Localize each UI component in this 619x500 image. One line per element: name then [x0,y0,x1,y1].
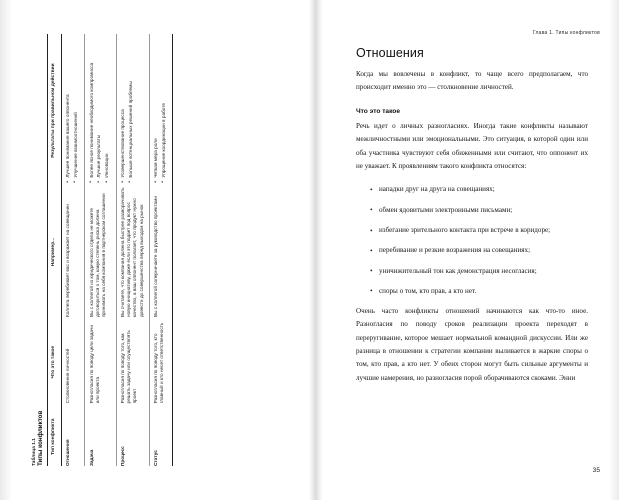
result-item: • Упрощение координации в работе [160,38,166,183]
results-list [119,38,133,183]
definition-paragraph: Речь идет о личных разногласиях. Иногда такие конфликты называют межличностными или эмоциональными. Это ситуация, в которой один или оба участника чувствуют себя обиженными или считают, что оппонент их не уважает. К проявлениям такого конфликта относятся: [356,122,588,171]
results-list [152,38,166,183]
left-page [0,0,309,500]
page-number: 35 [592,467,600,474]
page-gutter [309,0,323,500]
cell-results [149,34,173,183]
list-item: • избегание зрительного контакта при встрече в коридоре; [370,224,588,237]
list-item: • обмен ядовитыми электронными письмами; [370,204,588,217]
cell-what: Разногласия по поводу цели задачи или проекта [84,317,115,403]
result-item: • Усовершенствование процесса [119,38,125,183]
page-title: Отношения [356,46,424,60]
result-item: • Более ясное понимание необходимого компромисса [88,38,94,183]
cell-example: Коллега перебивает вас и возражает на совещании [61,183,85,317]
list-item: • споры о том, кто прав, а кто нет. [370,285,588,298]
cell-results [61,34,85,183]
intro-paragraph: Когда мы вовлечены в конфликт, то чаще всего предполагаем, что происходит именно это — столкновение личностей. [356,70,588,92]
table-caption-title: Типы конфликтов [36,410,44,466]
result-item: • Больше потенциальных решений проблемы [127,38,133,183]
cell-type: Задача [84,403,115,466]
cell-what: Разногласия по поводу того, кто главный и кто несет ответственность [149,317,173,403]
rotated-table-block [31,34,279,466]
column-header-example: Например... [47,183,61,317]
result-item: • Четкая мера роли [152,38,158,183]
result-item: • Лучшее понимание вашего оппонента [65,38,71,183]
cell-example: Вы с коллегой из юридического отдела не можете договориться о том, какую степень риска должна принимать на себя компания в партнерском соглашении [84,183,115,317]
cell-type: Статус [149,403,173,466]
column-header-type: Тип конфликта [47,403,61,466]
cell-example: Вы считаете, что компания должна быстрее разворачивать новую инициативу, даже если это подает под вопрос качество, а ваш оппонент полагает, что продукт нужно довести до совершенства перед выходом на рынок [116,183,149,317]
cell-example: Вы с коллегой соперничаете за руководство проектами [149,183,173,317]
cell-what: Столкновение личностей [61,317,85,403]
list-item: • уничижительный тон как демонстрация несогласия; [370,265,588,278]
running-head: Глава 1. Типы конфликтов [532,30,600,36]
right-page [323,0,619,500]
table-row [61,34,85,466]
manifestations-list [356,183,588,297]
results-list [65,38,79,183]
table-caption-number: Таблица 1.1 [30,438,36,466]
subheading: Что это такое [356,107,400,115]
result-item: • Улучшение взаимоотношений [72,38,78,183]
cell-what: Разногласия по поводу того, как решать задачу или осуществлять проект [116,317,149,403]
results-list [88,38,110,183]
table-row [149,34,173,466]
table-row [116,34,149,466]
cell-results [116,34,149,183]
list-item: • нападки друг на друга на совещаниях; [370,183,588,196]
column-header-what: Что это такое [47,317,61,403]
cell-type: Отношения [61,403,85,466]
conflict-types-table [47,34,173,466]
cell-type: Процесс [116,403,149,466]
result-item: • Инновации [104,38,110,183]
column-header-results: Результаты при правильном действии [47,34,61,183]
result-item: • Лучшие результаты [96,38,102,183]
table-header-row [47,34,61,466]
list-item: • перебивание и резкие возражения на совещаниях; [370,244,588,257]
cell-results [84,34,115,183]
right-page-text-column [356,46,588,385]
closing-paragraph: Очень часто конфликты отношений начинаются как что-то иное. Разногласия по поводу сроков реализации проекта переходят в переругивание, которое мешает нормальной командной дискуссии. Или же разница в отношении к стратегии компании выливается в жаркие споры о том, кто прав, а кто нет. У обеих сторон могут быть сильные аргументы и лучшие намерения, но разногласия порой оборачиваются скоками. Энни [356,307,588,382]
table-row [84,34,115,466]
